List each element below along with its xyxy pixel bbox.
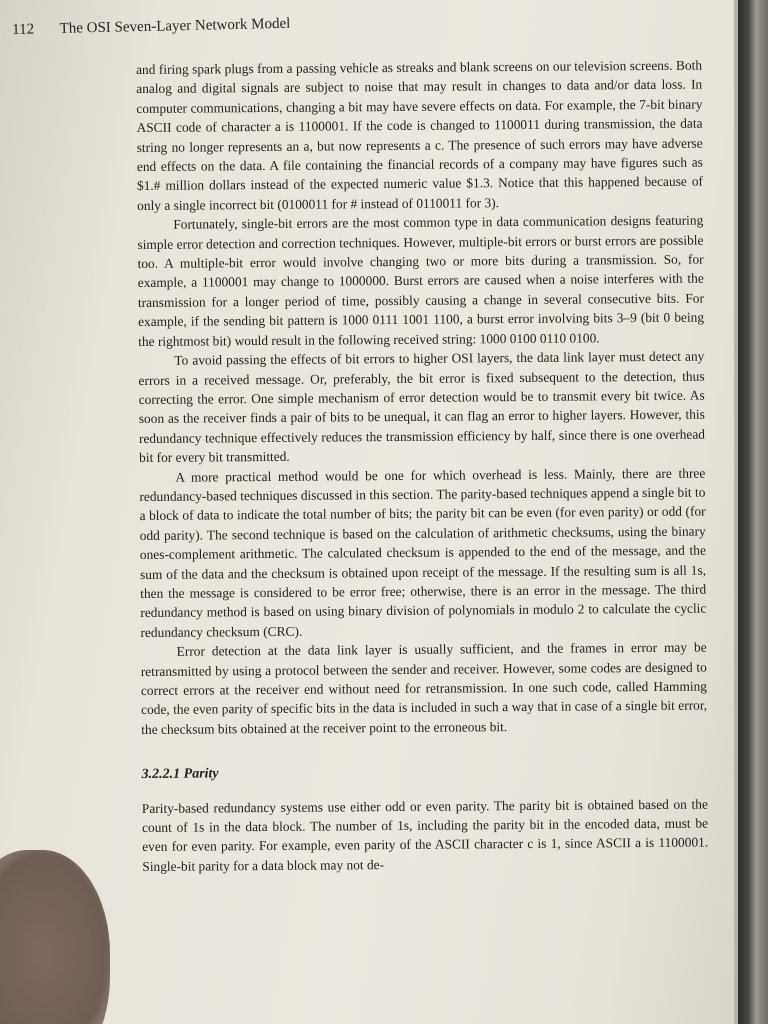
body-text — [136, 56, 708, 877]
running-header — [12, 16, 291, 39]
paragraph: and firing spark plugs from a passing vehicle as streaks and blank screens on our television screens. Both analog and digital signals are subject to noise that may result in changes to data and/or data loss. In computer communications, changing a bit may have severe effects on data. For example, the 7-bit binary ASCII code of character a is 1100001. If the code is changed to 1100011 during transmission, the data string no longer represents an a, but now represents a c. The presence of such errors may have adverse end effects on the data. A file containing the financial records of a company may have figures such as $1.# million dollars instead of the expected numeric value $1.3. Notice that this happened because of only a single incorrect bit (0100011 for # instead of 0110011 for 3). — [136, 57, 704, 213]
section-heading: 3.2.2.1 Parity — [141, 766, 219, 783]
paragraph: To avoid passing the effects of bit errors to higher OSI layers, the data link layer must detect any errors in a received message. Or, preferably, the bit error is fixed subsequent to the detection, thus correcting the error. One simple mechanism of error detection would be to transmit every bit twice. As soon as the receiver finds a pair of bits to be unequal, it can flag an error to higher layers. However, this redundancy technique effectively reduces the transmission efficiency by half, since there is one overhead bit for every bit transmitted. — [138, 348, 706, 466]
paragraph: Fortunately, single-bit errors are the most common type in data communication designs featuring simple error detection and correction techniques. However, multiple-bit errors or burst errors are possible too. A multiple-bit error would involve changing two or more bits during a transmission. So, for example, a 1100001 may change to 1000000. Burst errors are caused when a noise interferes with the transmission for a longer period of time, possibly causing a change in several consecutive bits. For example, if the sending bit pattern is 1000 0111 1001 1100, a burst error involving bits 3–9 (bit 0 being the rightmost bit) would result in the following received string: 1000 0100 0110 0100. — [137, 212, 705, 349]
book-spine — [738, 0, 768, 1024]
section-paragraph: Parity-based redundancy systems use either odd or even parity. The parity bit is obtained based on the count of 1s in the data block. The number of 1s, including the parity bit in the encoded data, must be even for even parity. For example, even parity of the ASCII character c is 1, since ASCII a is 1100001. Single-bit parity for a data block may not de- — [141, 796, 709, 874]
chapter-title: The OSI Seven-Layer Network Model — [59, 15, 291, 37]
page-number: 112 — [12, 21, 35, 38]
paragraph: A more practical method would be one for which overhead is less. Mainly, there are three redundancy-based techniques discussed in this section. The parity-based techniques append a single bit to a block of data to indicate the total number of bits; the parity bit can be even (for even parity) or odd (for odd parity). The second technique is based on the calculation of arithmetic checksums, using the binary ones-complement arithmetic. The calculated checksum is appended to the end of the message, and the sum of the data and the checksum is obtained upon receipt of the message. If the resulting sum is all 1s, then the message is considered to be error free; otherwise, there is an error in the message. The third redundancy method is based on using binary division of polynomials in modulo 2 to calculate the cyclic redundancy checksum (CRC). — [139, 465, 707, 640]
thumb-shadow — [0, 850, 110, 1024]
paragraph: Error detection at the data link layer is usually sufficient, and the frames in error may be retransmitted by using a protocol between the sender and receiver. However, some codes are designed to correct errors at the receiver end without need for retransmission. In one such code, called Hamming code, the even parity of specific bits in the data is included in such a way that in case of a single bit error, the checksum bits obtained at the receiver point to the erroneous bit. — [140, 639, 708, 737]
